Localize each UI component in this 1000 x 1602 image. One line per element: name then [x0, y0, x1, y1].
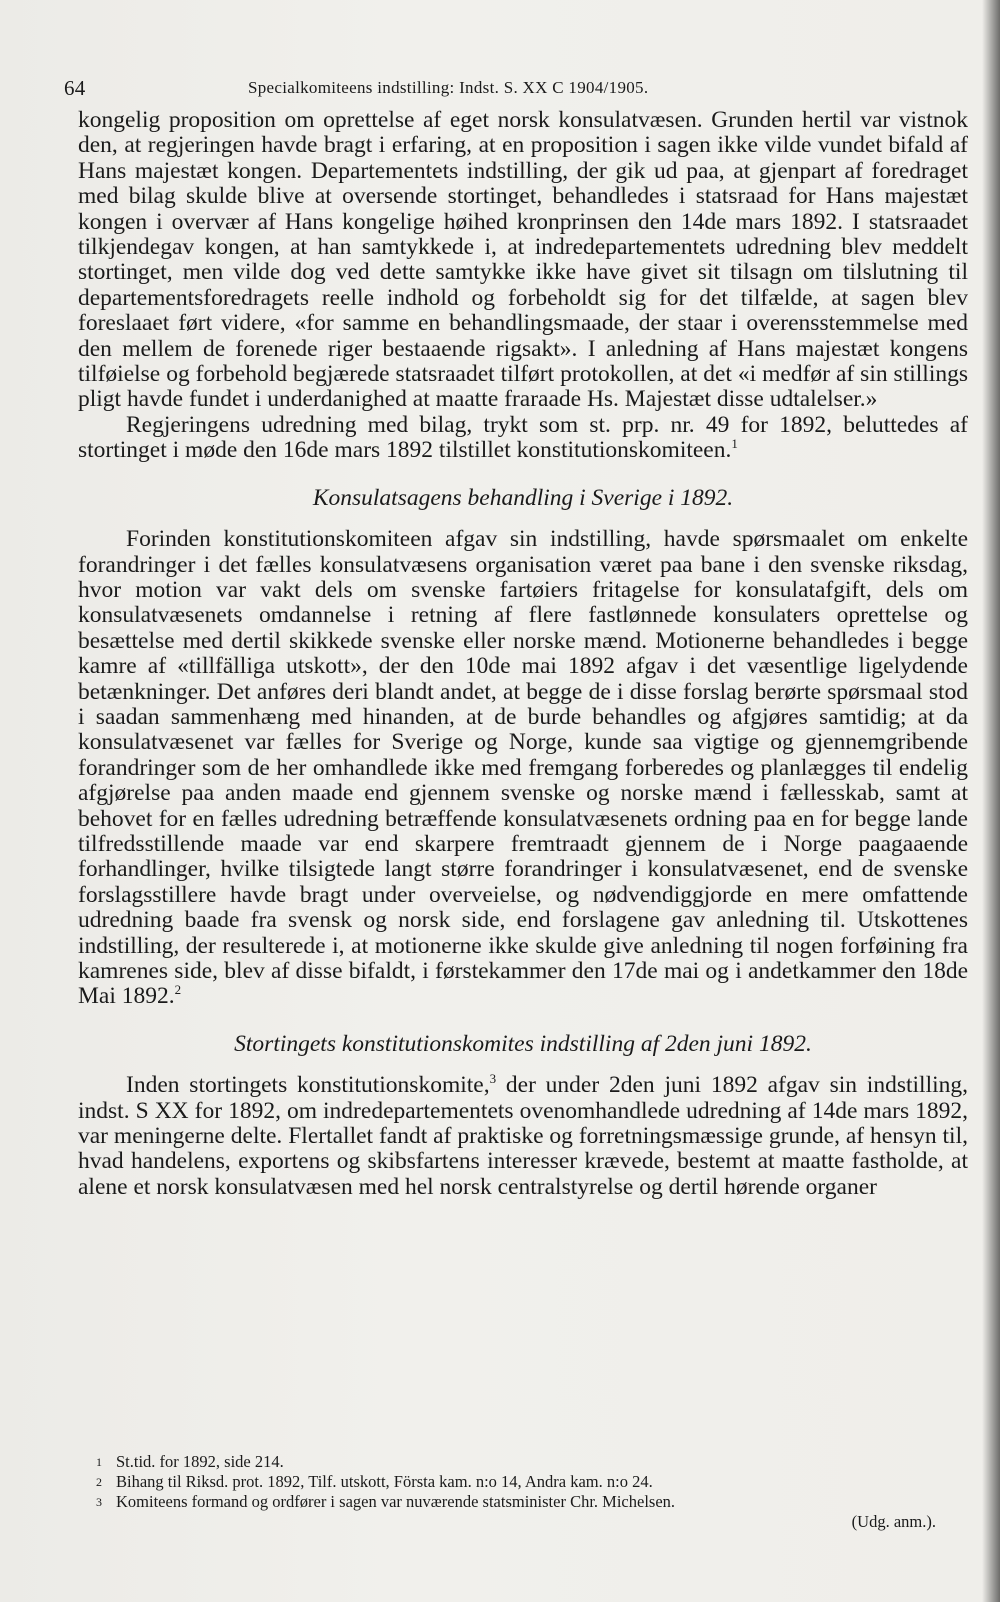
footnote-ref-3: 3 [489, 1071, 497, 1087]
footnote-item [96, 1492, 956, 1512]
footnote-ref-1: 1 [731, 436, 738, 452]
footnotes [96, 1452, 956, 1532]
page-number: 64 [64, 76, 86, 100]
footnote-item [96, 1472, 956, 1492]
paragraph-regjeringens-udredning [78, 413, 968, 464]
section-title-stortinget: Stortingets konstitutionskomites indstilling af 2den juni 1892. [234, 1030, 812, 1057]
section-title-sverige: Konsulatsagens behandling i Sverige i 1892. [312, 484, 734, 511]
page-body [78, 108, 968, 1200]
paragraph-text-a: Inden stortingets konstitutionskomite, [126, 1072, 490, 1099]
page-header [64, 68, 970, 108]
page-edge-shadow [982, 0, 1000, 1602]
running-title: Specialkomiteens indstilling: Indst. S. XX C 1904/1905. [248, 78, 649, 97]
footnote-number: 1 [96, 1455, 102, 1469]
footnote-text: Komiteens formand og ordfører i sagen var nuværende statsminister Chr. Michelsen. [116, 1492, 676, 1511]
footnote-number: 3 [96, 1495, 102, 1509]
footnote-editor-note: (Udg. anm.). [851, 1512, 936, 1531]
footnote-item [96, 1452, 956, 1472]
paragraph-text: Regjeringens udredning med bilag, trykt som st. prp. nr. 49 for 1892, beluttedes af stortinget i møde den 16de mars 1892 tilstillet konstitutionskomiteen. [78, 411, 968, 464]
paragraph-stortinget [78, 1073, 968, 1200]
footnote-number: 2 [96, 1475, 102, 1489]
paragraph-sverige [78, 527, 968, 1010]
footnote-text: Bihang til Riksd. prot. 1892, Tilf. utskott, Första kam. n:o 14, Andra kam. n:o 24. [116, 1472, 653, 1491]
paragraph-text-b: der under 2den juni 1892 afgav sin indstilling, indst. S XX for 1892, om indredepartementets ovenomhandlede udredning af 14de mars 1892, var meningerne delte. Flertallet fandt af praktiske og forretningsmæssige grunde, af hensyn til, hvad handelens, exportens og skibsfartens interesser krævede, bestemt at maatte fastholde, at alene et norsk konsulatvæsen med hel norsk centralstyrelse og dertil hørende organer [78, 1072, 968, 1200]
footnote-ref-2: 2 [174, 982, 182, 998]
paragraph-continuation: kongelig proposition om oprettelse af eget norsk konsulatvæsen. Grunden hertil var vistnok den, at regjeringen havde bragt i erfaring, at en proposition i sagen ikke vilde vundet bifald af Hans majestæt kongen. Departementets indstilling, der gik ud paa, at gjenpart af foredraget med bilag skulde blive at oversende stortinget, behandledes i statsraad for Hans majestæt kongen i overvær af Hans kongelige høihed kronprinsen den 14de mars 1892. I statsraadet tilkjendegav kongen, at han samtykkede i, at indredepartementets udredning blev meddelt stortinget, men vilde dog ved dette samtykke ikke have givet sit tilsagn om tilslutning til departementsforedragets reelle indhold og forbeholdt sig for det tilfælde, at sagen blev foreslaaet ført videre, «for samme en behandlingsmaade, der staar i overensstemmelse med den mellem de forenede riger bestaaende rigsakt». I anledning af Hans majestæt kongens tilføielse og forbehold begjærede statsraadet tilført protokollen, at det «i medfør af sin stillings pligt havde fundet i underdanighed at maatte fraraade Hs. Majestæt disse udtalelser.» [78, 107, 968, 413]
footnote-text: St.tid. for 1892, side 214. [116, 1452, 284, 1471]
paragraph-text: Forinden konstitutionskomiteen afgav sin indstilling, havde spørsmaalet om enkelte forandringer i det fælles konsulatvæsens organisation været paa bane i den svenske riksdag, hvor motion var vakt dels om svenske fartøiers fritagelse for konsulatafgift, dels om konsulatvæsenets omdannelse i retning af flere fastlønnede konsulaters oprettelse og besættelse med dertil skikkede svenske eller norske mænd. Motionerne behandledes i begge kamre af «tillfälliga utskott», der den 10de mai 1892 afgav i det væsentlige ligelydende betænkninger. Det anføres deri blandt andet, at begge de i disse forslag berørte spørsmaal stod i saadan sammenhæng med hinanden, at de burde behandles og afgjøres samtidig; at da konsulatvæsenet var fælles for Sverige og Norge, kunde saa vigtige og gjennemgribende forandringer som de her omhandlede ikke med fremgang forberedes og planlægges til endelig afgjørelse paa anden maade end gjennem svenske og norske mænd i fællesskab, samt at behovet for en fælles udredning betræffende konsulatvæsenets ordning paa en for begge lande tilfredsstillende maade var end skarpere fremtraadt gjennem de i Norge paagaaende forhandlinger, hvilke tilsigtede langt større forandringer i konsulatvæsenet, end de svenske forslagsstillere havde bragt under overveielse, og nødvendiggjorde en mere omfattende udredning baade fra svensk og norsk side, end forslagene gav anledning til. Utskottenes indstilling, der resulterede i, at motionerne ikke skulde give anledning til nogen forføining fra kamrenes side, blev af disse bifaldt, i førstekammer den 17de mai og i andetkammer den 18de Mai 1892. [78, 526, 968, 1010]
